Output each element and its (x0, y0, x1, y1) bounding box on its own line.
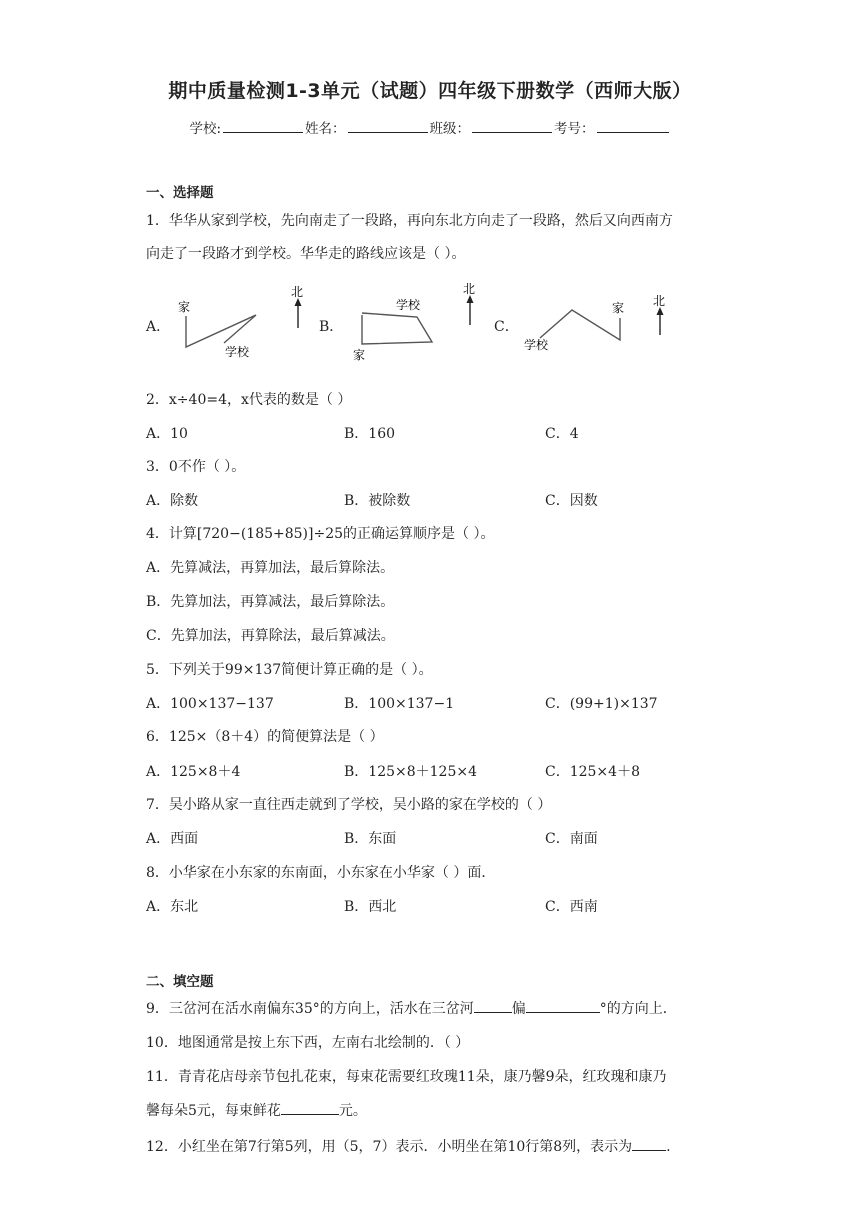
q8-option-a[interactable]: A．东北 (146, 899, 199, 915)
q2-option-c[interactable]: C．4 (545, 426, 579, 442)
q7-stem: 7．吴小路从家一直往西走就到了学校，吴小路的家在学校的（ ） (146, 797, 552, 813)
section-fill-heading: 二、填空题 (146, 974, 214, 990)
q9-stem (146, 998, 677, 1018)
q7-option-b[interactable]: B．东面 (344, 831, 397, 847)
q1-c-north-arrow-icon (657, 307, 664, 315)
q11-stem-line1: 11．青青花店母亲节包扎花束，每束花需要红玫瑰11朵，康乃馨9朵，红玫瑰和康乃 (146, 1069, 667, 1085)
q6-stem: 6．125×（8＋4）的简便算法是（ ） (146, 729, 384, 745)
q1-a-north-label: 北 (291, 285, 304, 299)
q7-option-a[interactable]: A．西面 (146, 831, 199, 847)
student-info-line (0, 117, 860, 137)
q1-option-a-label: A． (146, 319, 171, 335)
class-label: 班级： (429, 121, 471, 137)
q8-option-c[interactable]: C．西南 (545, 899, 598, 915)
q3-stem: 3．0不作（ ）。 (146, 459, 246, 475)
q1-b-home-label: 家 (353, 348, 366, 362)
q1-b-north-arrow-icon (467, 295, 474, 303)
q9-blank-direction[interactable] (474, 998, 512, 1013)
q1-a-school-label: 学校 (225, 345, 250, 359)
q12-stem (146, 1136, 671, 1156)
q11-part2: 元。 (338, 1103, 367, 1119)
q3-option-a[interactable]: A．除数 (146, 493, 199, 509)
q1-c-school-label: 学校 (524, 338, 549, 352)
q5-option-a[interactable]: A．100×137−137 (146, 696, 274, 712)
q1-diagram-a (178, 285, 303, 359)
q7-option-c[interactable]: C．南面 (545, 831, 598, 847)
q1-route-diagrams (0, 280, 860, 370)
q11-part1: 馨每朵5元，每束鲜花 (146, 1103, 281, 1119)
q1-a-north-arrow-icon (295, 298, 302, 306)
q1-c-north-label: 北 (653, 294, 666, 308)
q5-stem: 5．下列关于99×137简便计算正确的是（ ）。 (146, 662, 433, 678)
class-blank[interactable] (472, 118, 552, 133)
q11-stem-line2 (146, 1100, 367, 1120)
section-choice-heading: 一、选择题 (146, 185, 214, 201)
q1-a-home-label: 家 (178, 300, 191, 314)
q8-stem: 8．小华家在小东家的东南面，小东家在小华家（ ）面． (146, 865, 496, 881)
q11-blank[interactable] (281, 1100, 339, 1115)
id-label: 考号： (554, 121, 595, 137)
q5-option-c[interactable]: C．(99+1)×137 (545, 696, 658, 712)
q1-c-home-label: 家 (612, 301, 625, 315)
q4-option-b[interactable]: B．先算加法，再算减法，最后算除法。 (146, 594, 395, 610)
school-label: 学校: (189, 121, 222, 137)
school-blank[interactable] (223, 118, 303, 133)
q9-part1: 9．三岔河在活水南偏东35°的方向上，活水在三岔河 (146, 1001, 474, 1017)
q1-b-school-label: 学校 (396, 298, 421, 312)
q1-diagram-b (353, 282, 475, 362)
q9-part2: 偏 (511, 1001, 526, 1017)
q9-part3: °的方向上． (599, 1001, 677, 1017)
q10-stem: 10．地图通常是按上东下西，左南右北绘制的．（ ） (146, 1035, 470, 1051)
q12-part1: 12．小红坐在第7行第5列，用（5，7）表示．小明坐在第10行第8列，表示为 (146, 1139, 633, 1155)
q12-blank[interactable] (632, 1136, 666, 1151)
q3-option-c[interactable]: C．因数 (545, 493, 598, 509)
q1-b-north-label: 北 (463, 282, 476, 296)
page-title: 期中质量检测1-3单元（试题）四年级下册数学（西师大版） (168, 80, 692, 102)
q12-part2: . (666, 1139, 671, 1155)
name-label: 姓名： (305, 121, 346, 137)
q9-blank-degree[interactable] (526, 998, 600, 1013)
name-blank[interactable] (348, 118, 428, 133)
q6-option-c[interactable]: C．125×4＋8 (545, 764, 640, 780)
q1-stem-line1: 1．华华从家到学校，先向南走了一段路，再向东北方向走了一段路，然后又向西南方 (146, 213, 673, 229)
q2-option-a[interactable]: A．10 (146, 426, 188, 442)
q4-option-c[interactable]: C．先算加法，再算除法，最后算减法。 (146, 628, 395, 644)
id-blank[interactable] (597, 118, 669, 133)
q6-option-a[interactable]: A．125×8＋4 (146, 764, 241, 780)
q4-stem: 4．计算[720−(185+85)]÷25的正确运算顺序是（ ）。 (146, 526, 495, 542)
q2-option-b[interactable]: B．160 (344, 426, 396, 442)
q4-option-a[interactable]: A．先算减法，再算加法，最后算除法。 (146, 560, 395, 576)
q3-option-b[interactable]: B．被除数 (344, 493, 411, 509)
q2-stem: 2．x÷40=4，x代表的数是（ ） (146, 392, 352, 408)
q1-diagram-c (524, 294, 665, 352)
q6-option-b[interactable]: B．125×8＋125×4 (344, 764, 478, 780)
q8-option-b[interactable]: B．西北 (344, 899, 397, 915)
q1-option-c-label: C． (494, 319, 519, 335)
q5-option-b[interactable]: B．100×137−1 (344, 696, 455, 712)
q1-option-b-label: B． (319, 319, 344, 335)
q1-stem-line2: 向走了一段路才到学校。华华走的路线应该是（ ）。 (146, 246, 466, 262)
